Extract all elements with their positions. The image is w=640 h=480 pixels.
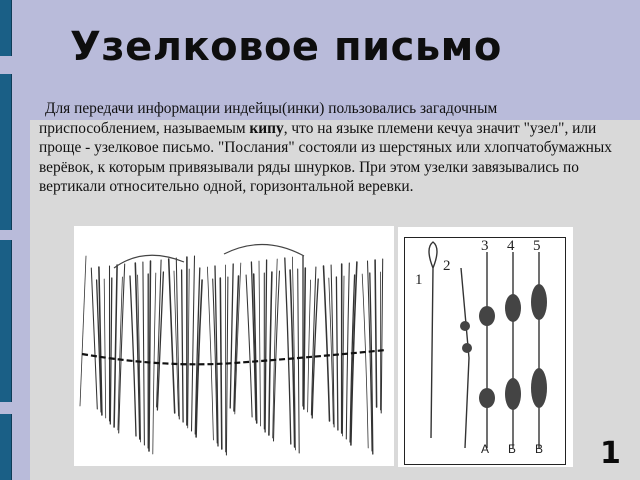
quipu-string	[298, 269, 300, 453]
slide-number: 1	[600, 436, 621, 471]
quipu-string	[110, 278, 112, 424]
knot-mark	[505, 294, 521, 322]
knot-drawing	[405, 238, 565, 464]
quipu-string	[104, 279, 106, 418]
knot-mark	[479, 388, 495, 408]
top-loop	[224, 244, 304, 256]
quipu-string	[308, 280, 311, 412]
knot-figure-frame	[404, 237, 566, 465]
knot-number-label: 4	[507, 238, 515, 254]
paragraph-text-1: Для передачи информации индейцы(инки) пользовались загадочным приспособлением, называемым	[39, 100, 498, 137]
quipu-string	[381, 259, 383, 413]
quipu-string	[143, 262, 145, 445]
knot-number-label: 3	[481, 238, 489, 254]
knot-number-label: 2	[443, 258, 451, 274]
quipu-string	[343, 276, 345, 436]
side-accent-bar	[0, 240, 12, 402]
quipu-string	[375, 260, 377, 407]
quipu-illustration	[74, 226, 394, 466]
knot-types-illustration	[398, 227, 573, 467]
side-accent-bar	[0, 74, 12, 230]
quipu-string	[346, 263, 349, 439]
quipu-string	[80, 256, 86, 406]
paragraph-keyword: кипу	[249, 119, 284, 137]
paragraph-text-2: , что на языке племени кечуа значит "узел", или проще - узелковое письмо. "Послания" состояли из шерстяных или хлопчатобумажных верёвок, к которым привязывали ряды шнурков. При этом узелки завязывались по вертикали относительно одной, горизонтальной веревки.	[39, 119, 612, 195]
quipu-string	[259, 261, 261, 426]
quipu-string	[188, 269, 190, 428]
quipu-string	[114, 265, 117, 427]
quipu-string	[362, 274, 368, 448]
knot-letter-label: А	[481, 442, 490, 456]
quipu-drawing	[74, 226, 394, 466]
knot-letter-label: В	[535, 442, 544, 456]
main-cord	[82, 350, 386, 364]
quipu-string	[169, 259, 175, 413]
quipu-string	[324, 266, 330, 421]
rope-strand	[461, 268, 469, 448]
knot-mark	[531, 368, 547, 408]
quipu-string	[246, 275, 252, 417]
quipu-string	[269, 272, 272, 435]
quipu-string	[304, 268, 306, 409]
side-accent-bar	[0, 0, 12, 56]
quipu-string	[130, 276, 136, 436]
slide-paragraph	[39, 99, 619, 197]
quipu-string	[230, 264, 233, 408]
slide-title: Узелковое письмо	[70, 24, 502, 70]
knot-mark	[460, 321, 470, 331]
rope-strand	[429, 242, 437, 438]
knot-mark	[462, 343, 472, 353]
quipu-string	[149, 261, 151, 451]
quipu-string	[182, 270, 184, 422]
knot-mark	[479, 306, 495, 326]
knot-letter-label: Б	[508, 442, 516, 456]
quipu-string	[265, 260, 267, 432]
knot-number-label: 1	[415, 272, 423, 288]
knot-number-label: 5	[533, 238, 541, 254]
quipu-string	[207, 267, 213, 440]
quipu-string	[226, 277, 228, 455]
knot-mark	[505, 378, 521, 410]
side-accent-bar	[0, 414, 12, 480]
knot-mark	[531, 284, 547, 320]
quipu-string	[192, 256, 195, 431]
